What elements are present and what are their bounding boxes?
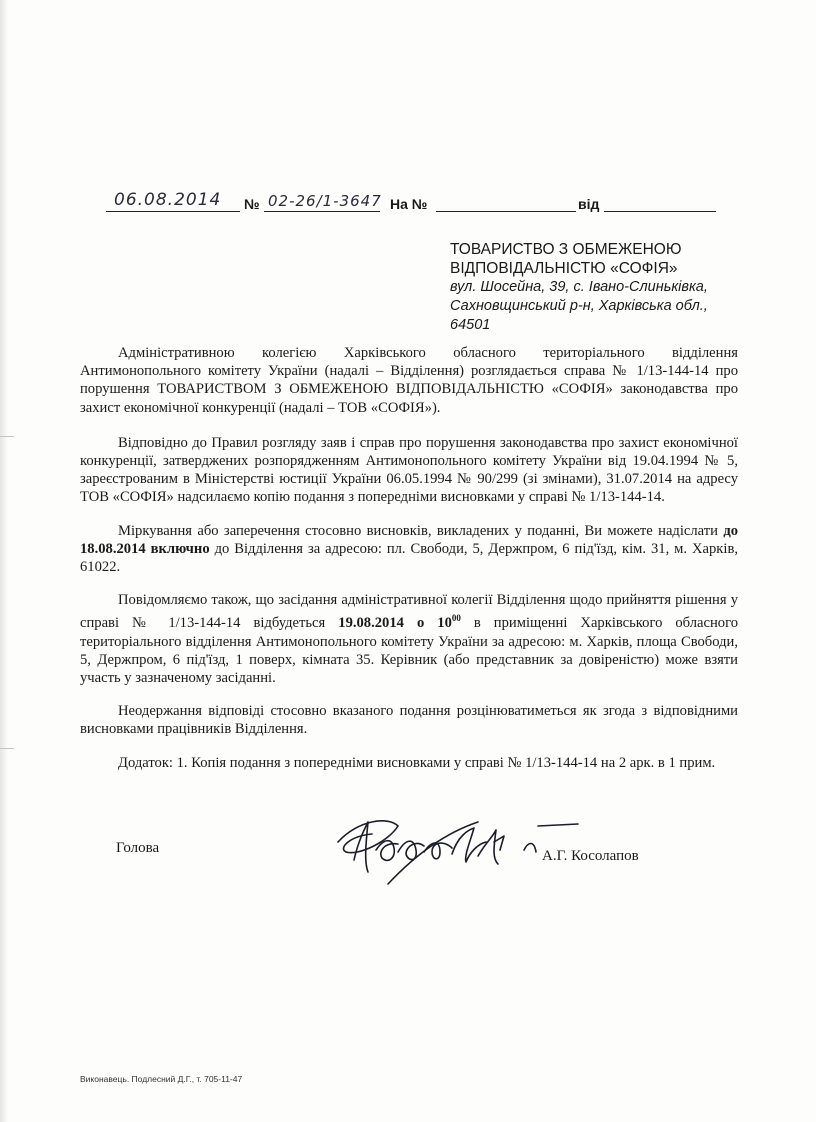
signatory-name: А.Г. Косолапов [542, 848, 639, 864]
addressee-org: ТОВАРИСТВО З ОБМЕЖЕНОЮ [450, 241, 682, 258]
reply-to-label: На № [390, 196, 428, 212]
signatory-title: Голова [116, 840, 160, 856]
addressee-address: 64501 [450, 317, 491, 333]
executor-note: Виконавець. Подлесний Д.Г., т. 705-11-47 [80, 1074, 243, 1084]
punch-mark [0, 436, 14, 437]
text-run: до Відділення за адресою: пл. Свободи, 5, Держпром, 6 під'їзд, кім. 31, м. Харків, 61022. [80, 540, 738, 576]
reply-number-blank [436, 189, 576, 212]
signature-block [0, 812, 816, 892]
number-label: № [244, 196, 260, 212]
from-label: від [578, 196, 600, 212]
punch-mark [0, 748, 14, 749]
text-run: Міркування або заперечення стосовно висновків, викладених у поданні, Ви можете надіслати [118, 522, 724, 539]
paragraph: Відповідно до Правил розгляду заяв і справ про порушення законодавства про захист економічної конкуренції, затверджених розпорядженням Антимонопольного комітету України від 19.04.1994 № 5, зареєстрованим в Міністерстві юстиції України 06.05.1994 № 90/299 (зі змінами), 31.07.2014 на адресу ТОВ «СОФІЯ» надсилаємо копію подання з попередніми висновками у справі № 1/13-144-14. [80, 434, 738, 506]
paragraph: Адміністративною колегією Харківського обласного територіального відділення Антимонопольного комітету України (надалі – Відділення) розглядається справа № 1/13-144-14 про порушення ТОВАРИСТВОМ З ОБМЕЖЕНОЮ ВІДПОВІДАЛЬНІСТЮ «СОФІЯ» законодавства про захист економічної конкуренції (надалі – ТОВ «СОФІЯ»). [80, 345, 738, 416]
text-run: Повідомляємо також, що засідання адміністративної колегії Відділення щодо прийняття рішення у справі № 1/13-144-14 відбудеться [80, 592, 738, 632]
scan-left-edge [0, 0, 8, 1122]
paragraph [80, 591, 738, 687]
text-run: в приміщенні Харківського обласного територіального відділення Антимонопольного комітету України за адресою: м. Харків, площа Свободи, 5, Держпром, 6 під'їзд, 1 поверх, кімната 35. Керівник (або представник за довіреністю) може взяти участь у зазначеному засіданні. [80, 615, 739, 686]
addressee-block [450, 240, 750, 335]
meeting-datetime: 19.08.2014 о 10 [338, 615, 452, 632]
addressee-org: ВІДПОВІДАЛЬНІСТЮ «СОФІЯ» [450, 260, 678, 277]
letter-body [80, 344, 738, 787]
addressee-address: Сахновщинський р-н, Харківська обл., [450, 298, 708, 314]
reply-date-blank [604, 189, 716, 212]
date-handwritten: 06.08.2014 [114, 190, 222, 210]
number-handwritten: 02-26/1-3647 [268, 192, 382, 210]
meeting-minutes: 00 [451, 613, 461, 624]
paragraph [80, 522, 738, 577]
attachment-note: Додаток: 1. Копія подання з попередніми висновками у справі № 1/13-144-14 на 2 арк. в 1 прим. [118, 754, 716, 771]
paragraph: Неодержання відповіді стосовно вказаного подання розцінюватиметься як згода з відповідними висновками працівників Відділення. [80, 703, 738, 738]
addressee-address: вул. Шосейна, 39, с. Івано-Слиньківка, [450, 279, 708, 295]
reference-line [106, 188, 718, 220]
deadline-date: до 18.08.2014 включно [80, 522, 738, 557]
